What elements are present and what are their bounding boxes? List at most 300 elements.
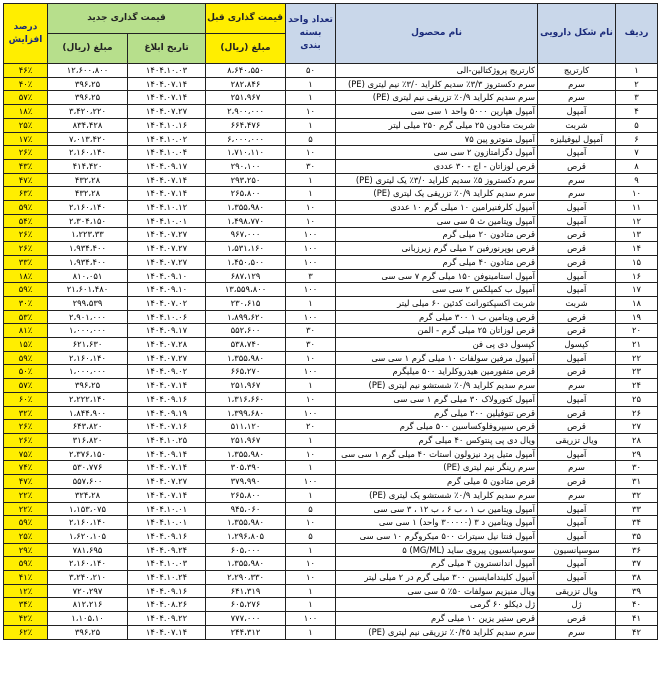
table-row xyxy=(4,447,658,461)
row-number: ۲۶ xyxy=(616,406,658,420)
increase-percent: ۴۰٪ xyxy=(4,77,48,91)
old-amount: ۲،۲۹۰،۳۳۰ xyxy=(206,571,286,585)
increase-percent: ۳۳٪ xyxy=(4,255,48,269)
form-cell: آمپول xyxy=(538,516,616,530)
old-amount: ۲۸۲،۸۴۶ xyxy=(206,77,286,91)
notify-date: ۱۴۰۴.۰۹.۲۲ xyxy=(128,612,206,626)
increase-percent: ۴۳٪ xyxy=(4,159,48,173)
old-amount: ۲۴۴،۳۱۲ xyxy=(206,625,286,639)
qty-cell: ۱۰۰ xyxy=(286,310,336,324)
product-name: آمپول متیل پرد نیزولون استات ۴۰ میلی گرم ۱ سی سی xyxy=(336,447,538,461)
increase-percent: ۲۵٪ xyxy=(4,529,48,543)
new-amount: ۴۱۴،۴۲۰ xyxy=(48,159,128,173)
table-row xyxy=(4,433,658,447)
product-name: قرص متادون ۴۰ میلی گرم xyxy=(336,255,538,269)
old-amount: ۱،۷۱۰،۱۱۰ xyxy=(206,146,286,160)
row-number: ۱ xyxy=(616,64,658,78)
old-amount: ۹۴۵،۰۶۰ xyxy=(206,502,286,516)
increase-percent: ۴۶٪ xyxy=(4,64,48,78)
table-row xyxy=(4,625,658,639)
table-row xyxy=(4,392,658,406)
old-amount: ۶۰۵،۰۰۰ xyxy=(206,543,286,557)
table-row xyxy=(4,269,658,283)
new-amount: ۷،۰۱۳،۴۲۰ xyxy=(48,132,128,146)
increase-percent: ۲۵٪ xyxy=(4,118,48,132)
qty-cell: ۱۰۰ xyxy=(286,406,336,420)
new-amount: ۱،۶۲۰،۱۰۵ xyxy=(48,529,128,543)
form-cell: قرص xyxy=(538,612,616,626)
form-cell: کارتریج xyxy=(538,64,616,78)
new-amount: ۲،۳۰۴،۱۵۰ xyxy=(48,214,128,228)
form-cell: قرص xyxy=(538,365,616,379)
new-amount: ۲،۳۷۶،۱۵۰ xyxy=(48,447,128,461)
row-number: ۴۰ xyxy=(616,598,658,612)
qty-cell: ۱۰۰ xyxy=(286,283,336,297)
new-amount: ۳۹۶،۲۵ xyxy=(48,91,128,105)
table-row xyxy=(4,201,658,215)
new-amount: ۱،۹۳۴،۴۰۰ xyxy=(48,255,128,269)
increase-percent: ۲۶٪ xyxy=(4,146,48,160)
old-amount: ۱،۸۹۹،۶۲۰ xyxy=(206,310,286,324)
header-new-price-group: قیمت گذاری جدید xyxy=(48,4,206,34)
table-row xyxy=(4,173,658,187)
price-table-container xyxy=(3,3,657,640)
form-cell: آمپول xyxy=(538,502,616,516)
form-cell: سرم xyxy=(538,488,616,502)
table-row xyxy=(4,488,658,502)
qty-cell: ۱۰ xyxy=(286,105,336,119)
header-form: نام شکل دارویی xyxy=(538,4,616,64)
table-row xyxy=(4,475,658,489)
table-row xyxy=(4,461,658,475)
increase-percent: ۲۲٪ xyxy=(4,488,48,502)
table-row xyxy=(4,64,658,78)
notify-date: ۱۴۰۴.۰۹.۱۷ xyxy=(128,159,206,173)
row-number: ۱۲ xyxy=(616,214,658,228)
table-row xyxy=(4,557,658,571)
table-row xyxy=(4,406,658,420)
row-number: ۳۶ xyxy=(616,543,658,557)
old-amount: ۲۹۳،۲۵۰ xyxy=(206,173,286,187)
qty-cell: ۱ xyxy=(286,187,336,201)
row-number: ۶ xyxy=(616,132,658,146)
new-amount: ۳۹۶،۲۵ xyxy=(48,77,128,91)
qty-cell: ۱ xyxy=(286,118,336,132)
form-cell: شربت xyxy=(538,118,616,132)
new-amount: ۱،۱۰۵،۱۰ xyxy=(48,612,128,626)
old-amount: ۲۶۵،۸۰۰ xyxy=(206,488,286,502)
old-amount: ۱،۴۹۸،۷۷۰ xyxy=(206,214,286,228)
qty-cell: ۵ xyxy=(286,132,336,146)
qty-cell: ۱ xyxy=(286,543,336,557)
row-number: ۱۳ xyxy=(616,228,658,242)
product-name: ویال منیزیم سولفات ۵۰٪ ۵ سی سی xyxy=(336,584,538,598)
product-name: آمپول منوترو پین ۷۵ xyxy=(336,132,538,146)
form-cell: آمپول xyxy=(538,105,616,119)
form-cell: قرص xyxy=(538,310,616,324)
form-cell: قرص xyxy=(538,255,616,269)
table-row xyxy=(4,502,658,516)
increase-percent: ۲۲٪ xyxy=(4,502,48,516)
row-number: ۲۵ xyxy=(616,392,658,406)
old-amount: ۶۰۵،۲۷۶ xyxy=(206,598,286,612)
form-cell: آمپول xyxy=(538,571,616,585)
notify-date: ۱۴۰۴.۰۷.۲۸ xyxy=(128,338,206,352)
increase-percent: ۴۲٪ xyxy=(4,612,48,626)
row-number: ۳۹ xyxy=(616,584,658,598)
product-name: قرص سیپروفلوکساسین ۵۰۰ میلی گرم xyxy=(336,420,538,434)
qty-cell: ۱۰ xyxy=(286,214,336,228)
product-name: کپسول دی پی فن xyxy=(336,338,538,352)
new-amount: ۲،۱۶۰،۱۴۰ xyxy=(48,557,128,571)
increase-percent: ۵۹٪ xyxy=(4,283,48,297)
old-amount: ۲۵۱،۹۶۷ xyxy=(206,433,286,447)
notify-date: ۱۴۰۴.۱۰.۲۵ xyxy=(128,433,206,447)
old-amount: ۹۶۷،۰۰۰ xyxy=(206,228,286,242)
table-row xyxy=(4,159,658,173)
header-notify-date: تاریخ ابلاغ xyxy=(128,34,206,64)
notify-date: ۱۴۰۴.۰۷.۱۴ xyxy=(128,173,206,187)
table-row xyxy=(4,214,658,228)
qty-cell: ۳۰ xyxy=(286,324,336,338)
qty-cell: ۲۰ xyxy=(286,420,336,434)
increase-percent: ۳۴٪ xyxy=(4,598,48,612)
increase-percent: ۵۴٪ xyxy=(4,214,48,228)
product-name: سرم رینگر نیم لیتری (PE) xyxy=(336,461,538,475)
table-row xyxy=(4,91,658,105)
qty-cell: ۳۰ xyxy=(286,159,336,173)
old-amount: ۱،۴۵۰،۵۰۰ xyxy=(206,255,286,269)
new-amount: ۵۳۰،۷۷۶ xyxy=(48,461,128,475)
increase-percent: ۵۹٪ xyxy=(4,201,48,215)
increase-percent: ۲۹٪ xyxy=(4,543,48,557)
qty-cell: ۱۰۰ xyxy=(286,365,336,379)
product-name: شربت متادون ۲۵ میلی گرم ۲۵۰ میلی لیتر xyxy=(336,118,538,132)
row-number: ۱۴ xyxy=(616,242,658,256)
form-cell: سرم xyxy=(538,461,616,475)
old-amount: ۲۵۱،۹۶۷ xyxy=(206,91,286,105)
increase-percent: ۵۹٪ xyxy=(4,351,48,365)
increase-percent: ۱۷٪ xyxy=(4,132,48,146)
row-number: ۳۴ xyxy=(616,516,658,530)
table-body xyxy=(4,64,658,640)
table-row xyxy=(4,310,658,324)
old-amount: ۶۸۷،۱۲۹ xyxy=(206,269,286,283)
row-number: ۲۷ xyxy=(616,420,658,434)
header-old-price-group: قیمت گذاری قبل xyxy=(206,4,286,34)
row-number: ۷ xyxy=(616,146,658,160)
increase-percent: ۵۹٪ xyxy=(4,516,48,530)
form-cell: سرم xyxy=(538,91,616,105)
qty-cell: ۳ xyxy=(286,269,336,283)
row-number: ۲۰ xyxy=(616,324,658,338)
notify-date: ۱۴۰۴.۰۸.۲۶ xyxy=(128,598,206,612)
notify-date: ۱۴۰۴.۰۷.۲۷ xyxy=(128,475,206,489)
form-cell: قرص xyxy=(538,228,616,242)
notify-date: ۱۴۰۴.۱۰.۱۲ xyxy=(128,201,206,215)
form-cell: آمپول xyxy=(538,214,616,228)
product-name: سرم دکستروز ۳/۳٪ سدیم کلراید ۳/۰٪ نیم لیتری (PE) xyxy=(336,77,538,91)
new-amount: ۱۲،۶۰۰،۸۰۰ xyxy=(48,64,128,78)
new-amount: ۳،۴۲۰،۲۲۰ xyxy=(48,105,128,119)
table-row xyxy=(4,105,658,119)
old-amount: ۱،۳۵۵،۹۸۰ xyxy=(206,201,286,215)
old-amount: ۷۷۷،۰۰۰ xyxy=(206,612,286,626)
notify-date: ۱۴۰۴.۰۷.۲۷ xyxy=(128,105,206,119)
product-name: سرم سدیم کلراید ۰/۹٪ تزریقی یک لیتری (PE) xyxy=(336,187,538,201)
row-number: ۱۷ xyxy=(616,283,658,297)
row-number: ۱۵ xyxy=(616,255,658,269)
notify-date: ۱۴۰۴.۰۷.۲۷ xyxy=(128,255,206,269)
increase-percent: ۲۶٪ xyxy=(4,242,48,256)
form-cell: ویال تزریقی xyxy=(538,584,616,598)
qty-cell: ۱۰۰ xyxy=(286,228,336,242)
new-amount: ۲۱،۶۰۱،۴۸۰ xyxy=(48,283,128,297)
table-row xyxy=(4,283,658,297)
new-amount: ۲،۱۶۰،۱۴۰ xyxy=(48,146,128,160)
row-number: ۲ xyxy=(616,77,658,91)
old-amount: ۱۳،۵۵۹،۸۰۰ xyxy=(206,283,286,297)
table-row xyxy=(4,187,658,201)
table-row xyxy=(4,379,658,393)
product-name: قرص متادون ۵ میلی گرم xyxy=(336,475,538,489)
row-number: ۳۵ xyxy=(616,529,658,543)
row-number: ۹ xyxy=(616,173,658,187)
table-row xyxy=(4,571,658,585)
row-number: ۵ xyxy=(616,118,658,132)
row-number: ۱۸ xyxy=(616,296,658,310)
notify-date: ۱۴۰۴.۰۹.۱۶ xyxy=(128,392,206,406)
product-name: قرص لوزاتان - اچ - ۳۰ عددی xyxy=(336,159,538,173)
new-amount: ۱،۲۲۳،۳۳ xyxy=(48,228,128,242)
notify-date: ۱۴۰۴.۰۹.۱۰ xyxy=(128,269,206,283)
notify-date: ۱۴۰۴.۰۹.۱۹ xyxy=(128,406,206,420)
notify-date: ۱۴۰۴.۰۹.۱۶ xyxy=(128,584,206,598)
row-number: ۲۸ xyxy=(616,433,658,447)
product-name: قرص تنوفیلین ۲۰۰ میلی گرم xyxy=(336,406,538,420)
notify-date: ۱۴۰۴.۰۹.۰۲ xyxy=(128,365,206,379)
qty-cell: ۳۰ xyxy=(286,338,336,352)
new-amount: ۲۹۹،۵۳۹ xyxy=(48,296,128,310)
form-cell: قرص xyxy=(538,242,616,256)
old-amount: ۱،۳۹۹،۶۸۰ xyxy=(206,406,286,420)
notify-date: ۱۴۰۴.۱۰.۱۶ xyxy=(128,118,206,132)
form-cell: ویال تزریقی xyxy=(538,433,616,447)
notify-date: ۱۴۰۴.۰۷.۱۴ xyxy=(128,379,206,393)
notify-date: ۱۴۰۴.۰۷.۲۷ xyxy=(128,228,206,242)
form-cell: آمپول xyxy=(538,529,616,543)
form-cell: آمپول لیوفیلیزه xyxy=(538,132,616,146)
new-amount: ۲،۱۶۰،۱۴۰ xyxy=(48,351,128,365)
increase-percent: ۵۳٪ xyxy=(4,310,48,324)
old-amount: ۱،۵۳۱،۱۶۰ xyxy=(206,242,286,256)
table-row xyxy=(4,255,658,269)
row-number: ۱۱ xyxy=(616,201,658,215)
form-cell: قرص xyxy=(538,159,616,173)
new-amount: ۳۹۶،۲۵ xyxy=(48,379,128,393)
row-number: ۳۰ xyxy=(616,461,658,475)
product-name: قرص ستیر یزین ۱۰ میلی گرم xyxy=(336,612,538,626)
increase-percent: ۵۰٪ xyxy=(4,365,48,379)
form-cell: قرص xyxy=(538,420,616,434)
new-amount: ۱،۱۵۳،۰۷۵ xyxy=(48,502,128,516)
increase-percent: ۲۶٪ xyxy=(4,433,48,447)
form-cell: آمپول xyxy=(538,557,616,571)
form-cell: قرص xyxy=(538,324,616,338)
table-row xyxy=(4,132,658,146)
qty-cell: ۱ xyxy=(286,296,336,310)
increase-percent: ۴۷٪ xyxy=(4,173,48,187)
new-amount: ۱،۸۴۴،۹۰۰ xyxy=(48,406,128,420)
new-amount: ۲،۹۰۱،۰۰۰ xyxy=(48,310,128,324)
form-cell: سرم xyxy=(538,77,616,91)
product-name: آمپول استامینوفن ۱۵۰ میلی گرم ۷ سی سی xyxy=(336,269,538,283)
product-name: قرص متادون ۲۰ میلی گرم xyxy=(336,228,538,242)
new-amount: ۸۱۲،۲۱۶ xyxy=(48,598,128,612)
row-number: ۲۳ xyxy=(616,365,658,379)
increase-percent: ۱۸٪ xyxy=(4,105,48,119)
increase-percent: ۵۷٪ xyxy=(4,91,48,105)
increase-percent: ۳۰٪ xyxy=(4,296,48,310)
new-amount: ۴۳۲،۲۸ xyxy=(48,173,128,187)
product-name: آمپول ویتامین ب ۱ ، ب ۶ ، ب ۱۲ ، ۳ سی سی xyxy=(336,502,538,516)
form-cell: آمپول xyxy=(538,146,616,160)
old-amount: ۳۰۵،۳۹۰ xyxy=(206,461,286,475)
notify-date: ۱۴۰۴.۱۰.۰۱ xyxy=(128,516,206,530)
increase-percent: ۴۷٪ xyxy=(4,475,48,489)
form-cell: سرم xyxy=(538,173,616,187)
old-amount: ۵۱۱،۱۲۰ xyxy=(206,420,286,434)
table-row xyxy=(4,77,658,91)
notify-date: ۱۴۰۴.۱۰.۰۱ xyxy=(128,214,206,228)
new-amount: ۵۵۷،۶۰۰ xyxy=(48,475,128,489)
header-new-amount: مبلغ (ریال) xyxy=(48,34,128,64)
product-name: آمپول ویتامین ث ۵ سی سی xyxy=(336,214,538,228)
product-name: ژل دیکلو ۶۰ گرمی xyxy=(336,598,538,612)
notify-date: ۱۴۰۴.۱۰.۰۳ xyxy=(128,64,206,78)
row-number: ۳۷ xyxy=(616,557,658,571)
table-row xyxy=(4,584,658,598)
old-amount: ۲۶۵،۸۰۰ xyxy=(206,187,286,201)
old-amount: ۸،۶۴۰،۵۵۰ xyxy=(206,64,286,78)
row-number: ۳۳ xyxy=(616,502,658,516)
new-amount: ۳۹۶،۲۵ xyxy=(48,625,128,639)
product-name: سرم سدیم کلراید ۰/۴۵٪ تزریقی نیم لیتری (PE) xyxy=(336,625,538,639)
product-name: آمپول اندانسترون ۴ میلی گرم xyxy=(336,557,538,571)
qty-cell: ۱۰ xyxy=(286,447,336,461)
notify-date: ۱۴۰۴.۰۷.۰۲ xyxy=(128,296,206,310)
row-number: ۴۱ xyxy=(616,612,658,626)
new-amount: ۳،۲۴۰،۲۱۰ xyxy=(48,571,128,585)
old-amount: ۲،۹۰۰،۰۰۰ xyxy=(206,105,286,119)
notify-date: ۱۴۰۴.۰۷.۲۷ xyxy=(128,242,206,256)
notify-date: ۱۴۰۴.۰۷.۱۴ xyxy=(128,187,206,201)
old-amount: ۲۳۰،۶۱۵ xyxy=(206,296,286,310)
notify-date: ۱۴۰۴.۱۰.۰۱ xyxy=(128,502,206,516)
row-number: ۳۱ xyxy=(616,475,658,489)
new-amount: ۷۲۰،۲۹۷ xyxy=(48,584,128,598)
product-name: سرم دکستروز ۵٪ سدیم کلراید ۳/۰٪ یک لیتری (PE) xyxy=(336,173,538,187)
notify-date: ۱۴۰۴.۰۹.۱۶ xyxy=(128,529,206,543)
qty-cell: ۱۰ xyxy=(286,571,336,585)
increase-percent: ۱۵٪ xyxy=(4,338,48,352)
table-row xyxy=(4,296,658,310)
new-amount: ۲،۱۶۰،۱۴۰ xyxy=(48,201,128,215)
qty-cell: ۱۰ xyxy=(286,516,336,530)
notify-date: ۱۴۰۴.۰۷.۱۴ xyxy=(128,461,206,475)
old-amount: ۱،۳۵۵،۹۸۰ xyxy=(206,557,286,571)
qty-cell: ۱ xyxy=(286,77,336,91)
header-row-no: ردیف xyxy=(616,4,658,64)
old-amount: ۲۹۰،۱۰۰ xyxy=(206,159,286,173)
new-amount: ۴۳۲،۲۸ xyxy=(48,187,128,201)
qty-cell: ۱۰ xyxy=(286,557,336,571)
new-amount: ۸۳۴،۴۲۸ xyxy=(48,118,128,132)
form-cell: آمپول xyxy=(538,351,616,365)
form-cell: آمپول xyxy=(538,392,616,406)
qty-cell: ۱ xyxy=(286,584,336,598)
qty-cell: ۱۰۰ xyxy=(286,612,336,626)
row-number: ۴۲ xyxy=(616,625,658,639)
form-cell: سرم xyxy=(538,379,616,393)
form-cell: سوسپانسیون xyxy=(538,543,616,557)
qty-cell: ۵ xyxy=(286,502,336,516)
notify-date: ۱۴۰۴.۰۷.۱۶ xyxy=(128,420,206,434)
old-amount: ۱،۲۹۶،۸۰۵ xyxy=(206,529,286,543)
product-name: آمپول هپارین ۵۰۰۰ واحد ۱ سی سی xyxy=(336,105,538,119)
table-row xyxy=(4,351,658,365)
form-cell: سرم xyxy=(538,625,616,639)
notify-date: ۱۴۰۴.۱۰.۲۴ xyxy=(128,571,206,585)
new-amount: ۲،۱۶۰،۱۴۰ xyxy=(48,516,128,530)
row-number: ۱۰ xyxy=(616,187,658,201)
row-number: ۳۲ xyxy=(616,488,658,502)
product-name: آمپول ویتامین د ۳ (۳۰۰۰۰۰ واحد) ۱ سی سی xyxy=(336,516,538,530)
notify-date: ۱۴۰۴.۰۹.۱۷ xyxy=(128,324,206,338)
notify-date: ۱۴۰۴.۰۷.۱۴ xyxy=(128,77,206,91)
product-name: شربت اکسپکتورانت کدئین ۶۰ میلی لیتر xyxy=(336,296,538,310)
qty-cell: ۱۰۰ xyxy=(286,475,336,489)
header-product: نام محصول xyxy=(336,4,538,64)
form-cell: آمپول xyxy=(538,201,616,215)
table-row xyxy=(4,228,658,242)
increase-percent: ۲۶٪ xyxy=(4,420,48,434)
qty-cell: ۱۰ xyxy=(286,146,336,160)
table-row xyxy=(4,338,658,352)
form-cell: آمپول xyxy=(538,447,616,461)
product-name: قرص ویتامین ب ۱ ۳۰۰ میلی گرم xyxy=(336,310,538,324)
notify-date: ۱۴۰۴.۰۷.۲۷ xyxy=(128,351,206,365)
notify-date: ۱۴۰۴.۰۷.۱۴ xyxy=(128,625,206,639)
old-amount: ۶۶۴،۴۷۶ xyxy=(206,118,286,132)
new-amount: ۳۱۶،۸۲۰ xyxy=(48,433,128,447)
increase-percent: ۳۲٪ xyxy=(4,406,48,420)
new-amount: ۶۲۱،۶۳۰ xyxy=(48,338,128,352)
product-name: آمپول کلیندامایسین ۳۰۰ میلی گرم در ۲ میلی لیتر xyxy=(336,571,538,585)
form-cell: آمپول xyxy=(538,269,616,283)
table-row xyxy=(4,118,658,132)
product-name: قرص بوپرنورفین ۲ میلی گرم زیرزبانی xyxy=(336,242,538,256)
old-amount: ۲۵۱،۹۶۷ xyxy=(206,379,286,393)
new-amount: ۱،۰۰۰،۰۰۰ xyxy=(48,365,128,379)
qty-cell: ۱۰ xyxy=(286,392,336,406)
row-number: ۸ xyxy=(616,159,658,173)
product-name: سرم سدیم کلراید ۰/۹٪ شستشو یک لیتری (PE) xyxy=(336,488,538,502)
row-number: ۳۸ xyxy=(616,571,658,585)
qty-cell: ۱ xyxy=(286,598,336,612)
product-name: ویال دی پی پنتوکس ۴۰ میلی گرم xyxy=(336,433,538,447)
notify-date: ۱۴۰۴.۰۷.۱۴ xyxy=(128,488,206,502)
